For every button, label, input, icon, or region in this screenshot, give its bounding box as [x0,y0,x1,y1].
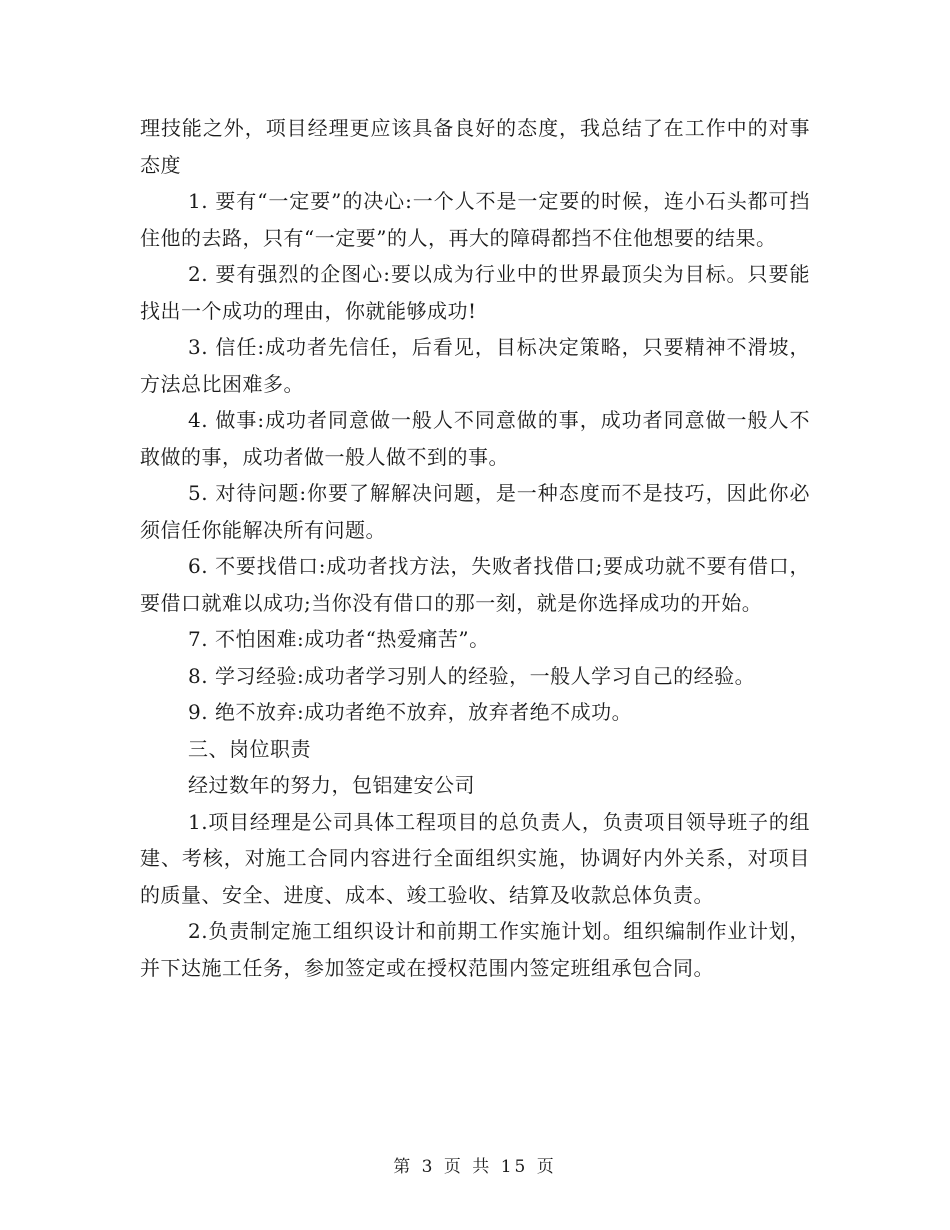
paragraph: 9. 绝不放弃:成功者绝不放弃，放弃者绝不成功。 [188,700,633,724]
paragraph: 6. 不要找借口:成功者找方法，失败者找借口;要成功就不要有借口，要借口就难以成功;当你没有借口的那一刻，就是你选择成功的开始。 [140,554,810,615]
paragraph: 经过数年的努力，包铝建安公司 [188,773,475,797]
paragraph: 7. 不怕困难:成功者“热爱痛苦”。 [188,627,490,651]
paragraph: 4. 做事:成功者同意做一般人不同意做的事，成功者同意做一般人不敢做的事，成功者做一般人做不到的事。 [140,408,810,469]
paragraph: 8. 学习经验:成功者学习别人的经验，一般人学习自己的经验。 [188,663,756,688]
page-number-footer: 第 3 页 共 15 页 [393,1157,557,1177]
paragraph: 3. 信任:成功者先信任，后看见，目标决定策略，只要精神不滑坡，方法总比困难多。 [140,335,810,396]
document-body [140,110,810,986]
paragraph: 5. 对待问题:你要了解解决问题，是一种态度而不是技巧，因此你必须信任你能解决所有问题。 [140,481,810,542]
paragraph: 理技能之外，项目经理更应该具备良好的态度，我总结了在工作中的对事态度 [140,116,810,177]
paragraph: 1.项目经理是公司具体工程项目的总负责人，负责项目领导班子的组建、考核，对施工合同内容进行全面组织实施，协调好内外关系，对项目的质量、安全、进度、成本、竣工验收、结算及收款总体负责。 [140,809,810,907]
paragraph: 1. 要有“一定要”的决心:一个人不是一定要的时候，连小石头都可挡住他的去路，只有“一定要”的人，再大的障碍都挡不住他想要的结果。 [140,189,810,250]
paragraph: 2.负责制定施工组织设计和前期工作实施计划。组织编制作业计划，并下达施工任务，参加签定或在授权范围内签定班组承包合同。 [140,919,810,980]
section-heading: 三、岗位职责 [188,736,311,761]
paragraph: 2. 要有强烈的企图心:要以成为行业中的世界最顶尖为目标。只要能找出一个成功的理由，你就能够成功! [140,262,810,323]
